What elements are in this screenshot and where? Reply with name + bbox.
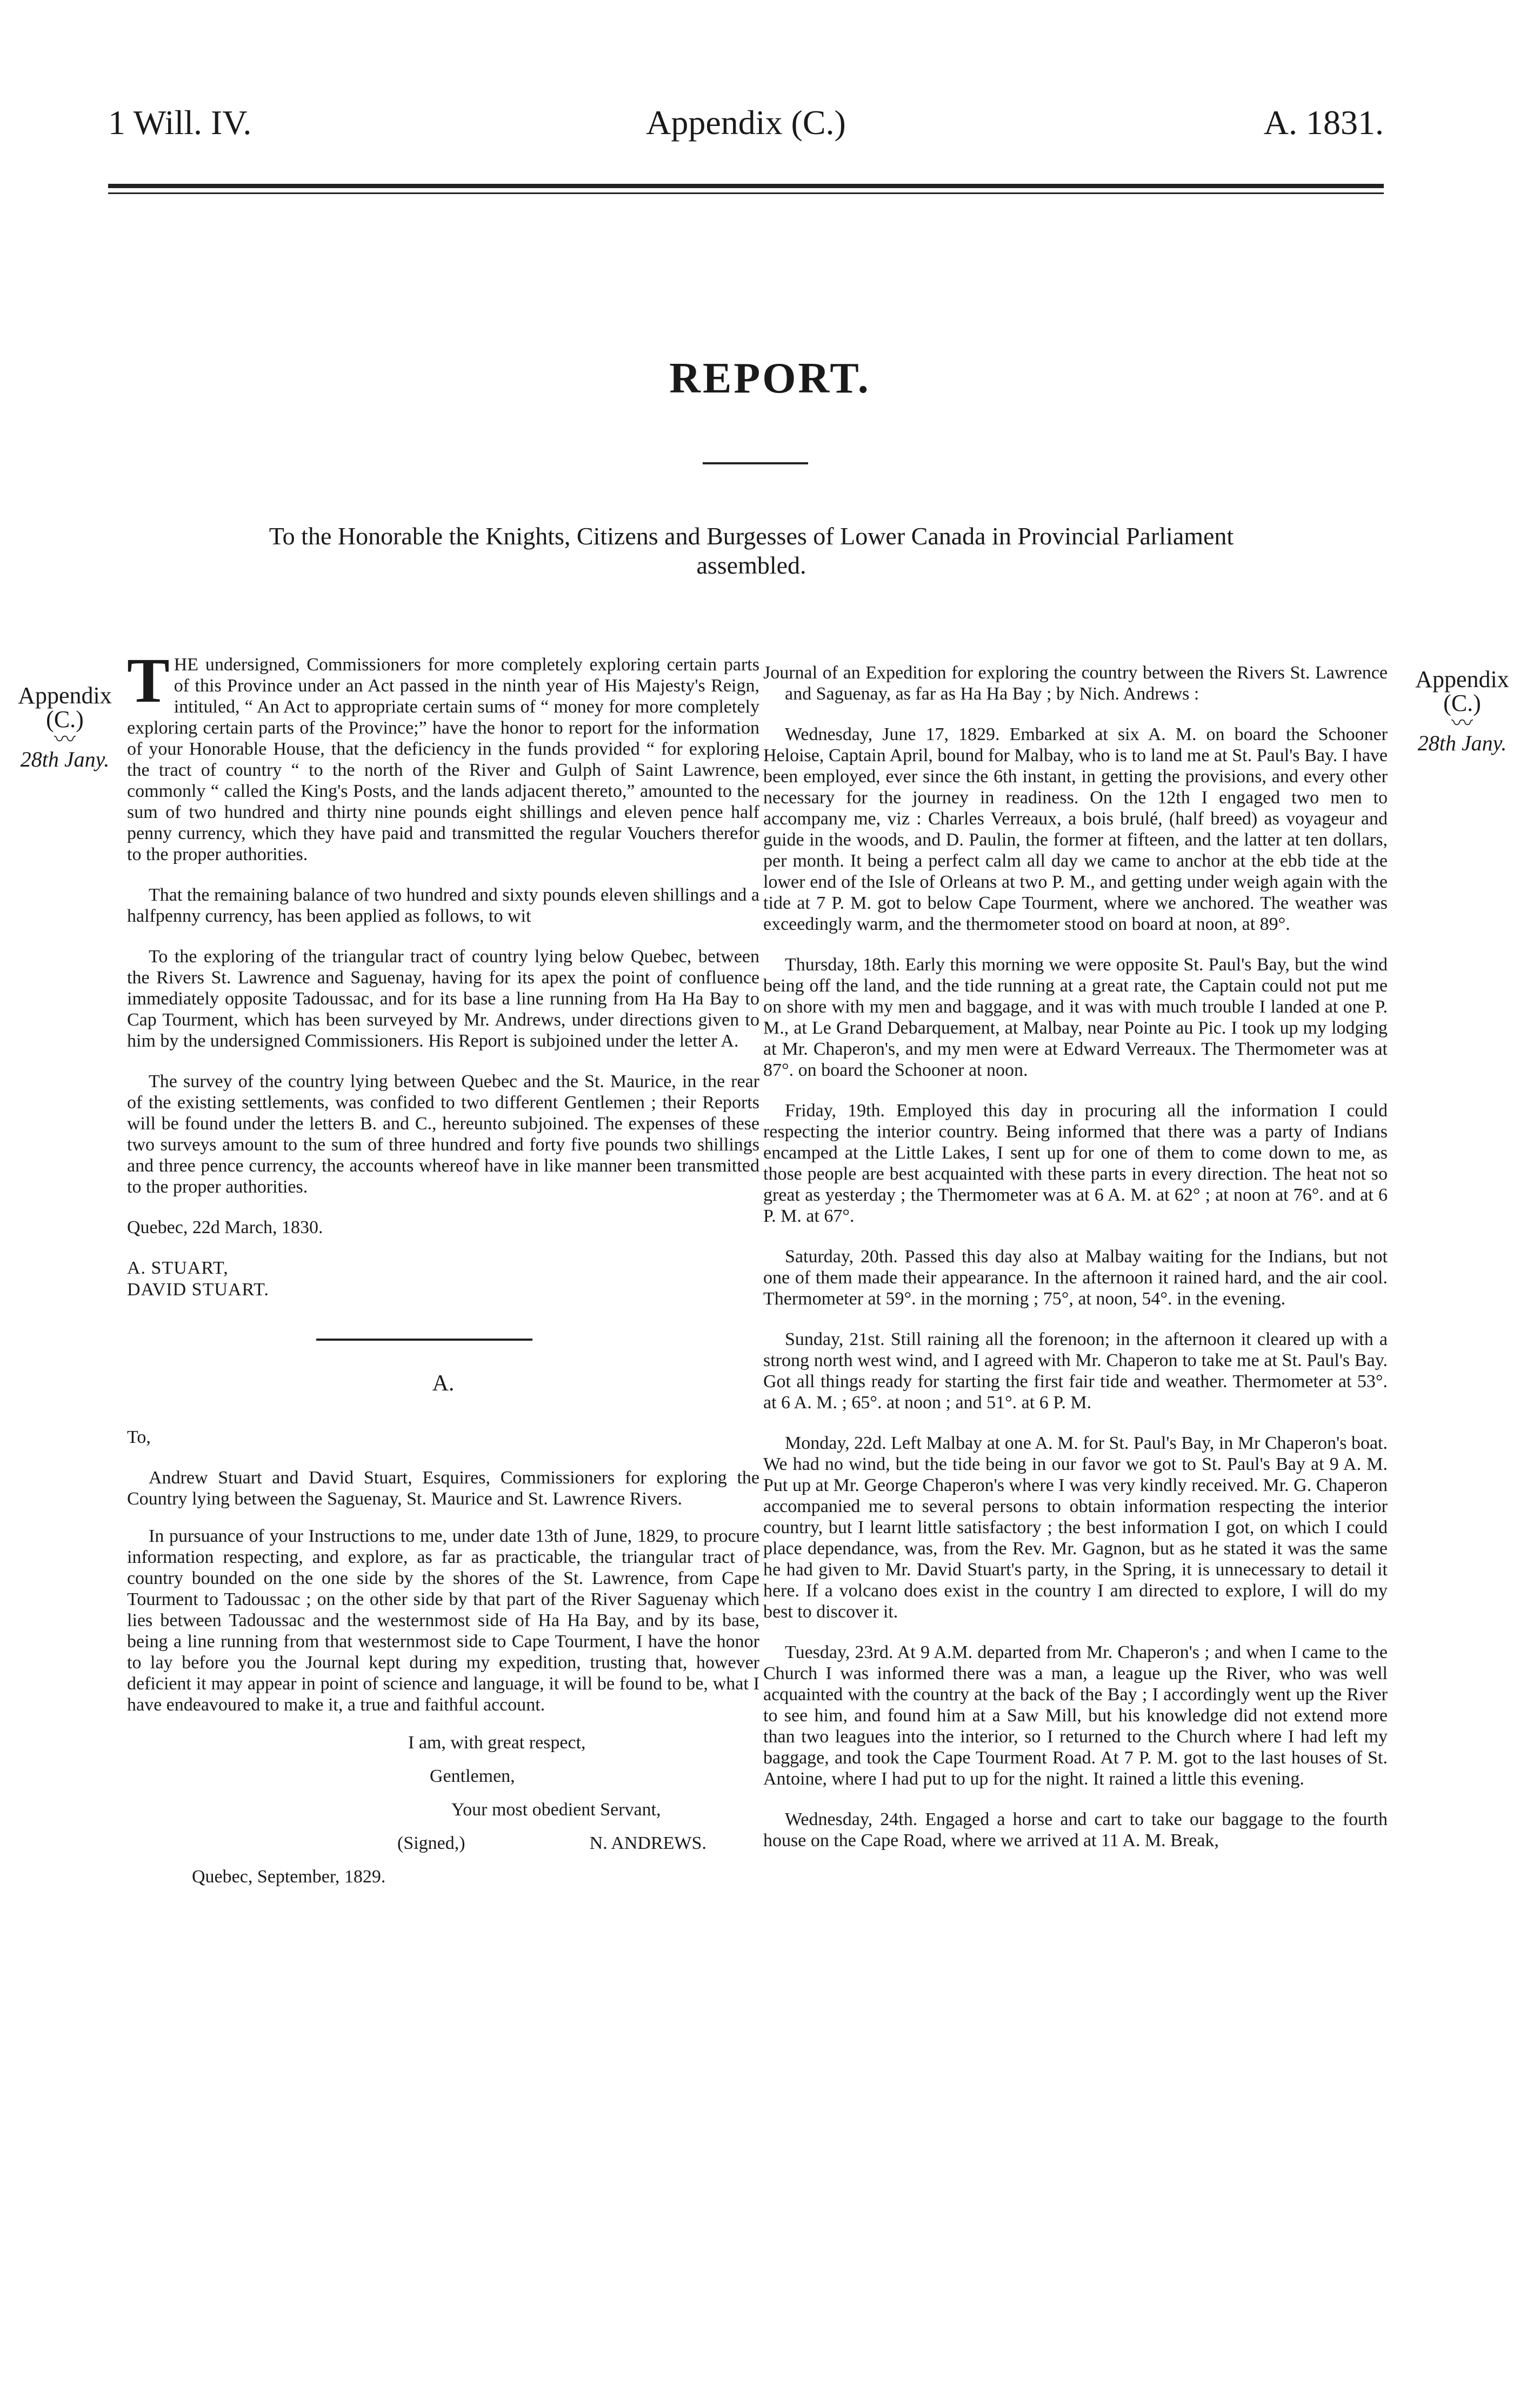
header-rule-thin [108, 192, 1384, 194]
margin-note-date: 28th Jany. [1417, 731, 1507, 755]
margin-note-right [1400, 668, 1524, 755]
header-appendix: Appendix (C.) [646, 103, 846, 142]
report-paragraph: To the exploring of the triangular tract of country lying below Quebec, between the Rivers St. Lawrence and Saguenay, having for its apex the point of confluence immediately opposite Tadoussac, and for its base a line running from Ha Ha Bay to Cap Tourment, which has been surveyed by Mr. Andrews, under directions given to him by the undersigned Commissioners. His Report is subjoined under the letter A. [127, 947, 759, 1051]
closing-date: Quebec, September, 1829. [192, 1867, 386, 1887]
margin-note-date: 28th Jany. [20, 747, 110, 771]
section-heading: A. [432, 1371, 455, 1396]
signed-label: (Signed,) [397, 1833, 465, 1853]
report-paragraph-text: HE undersigned, Commissioners for more completely exploring certain parts of this Province under an Act passed in the ninth year of His Majesty's Reign, intituled, “ An Act to appropriate certain sums of “ money for more completely exploring certain parts of the Province;” have the honor to report for the information of your Honorable House, that the deficiency in the funds provided “ for exploring the tract of country “ to the north of the River and Gulph of Saint Lawrence, commonly “ called the King's Posts, and the lands adjacent thereto,” amounted to the sum of two hundred and thirty nine pounds eight shillings and eleven pence half penny currency, which they have paid and transmitted the regular Vouchers therefor to the proper authorities. [127, 655, 759, 864]
title-rule [703, 462, 808, 464]
journal-entry: Wednesday, June 17, 1829. Embarked at six A. M. on board the Schooner Heloise, Captain April, bound for Malbay, who is to land me at St. Paul's Bay. I have been employed, ever since the 6th instant, in getting the provisions, and every other necessary for the journey in readiness. On the 12th I engaged two men to accompany me, viz : Charles Verreaux, a bois brulé, (half breed) as voyageur and guide in the woods, and D. Paulin, the former at fifteen, and the latter at ten dollars, per month. It being a perfect calm all day we came to anchor at the ebb tide at the lower end of the Isle of Orleans at two P. M., and getting under weigh again with the tide at 7 P. M. got to below Cape Tourment, where we anchored. The weather was exceedingly warm, and the thermometer stood on board at noon, at 89°. [763, 724, 1388, 934]
journal-entry: Wednesday, 24th. Engaged a horse and cart to take our baggage to the fourth house on the Cape Road, where we arrived at 11 A. M. Break, [763, 1809, 1388, 1850]
addressee: Andrew Stuart and David Stuart, Esquires, Commissioners for exploring the Country lying between the Saguenay, St. Maurice and St. Lawrence Rivers. [127, 1468, 759, 1509]
margin-note-letter: (C.) [46, 706, 84, 733]
closing-line: I am, with great respect, [408, 1733, 586, 1753]
journal-entry: Sunday, 21st. Still raining all the forenoon; in the afternoon it cleared up with a strong north west wind, and I agreed with Mr. Chaperon to take me at St. Paul's Bay. Got all things ready for starting the first fair tide and weather. Thermometer at 53°. at 6 A. M. ; 65°. at noon ; and 51°. at 6 P. M. [763, 1329, 1388, 1413]
journal-entry: Friday, 19th. Employed this day in procuring all the information I could respecting the interior country. Being informed that there was a party of Indians encamped at the Little Lakes, I sent up for one of them to come down to me, as those people are best acquainted with these parts in every direction. The heat not so great as yesterday ; the Thermometer was at 6 A. M. at 62° ; at noon at 76°. and at 6 P. M. at 67°. [763, 1101, 1388, 1226]
journal-entry: Monday, 22d. Left Malbay at one A. M. for St. Paul's Bay, in Mr Chaperon's boat. We had no wind, but the tide being in our favor we got to St. Paul's Bay at 9 A. M. Put up at Mr. George Chaperon's where I was very kindly received. Mr. G. Chaperon accompanied me to several persons to obtain information respecting the interior country, but I learnt little satisfactory ; the best information I got, on which I could place dependance, was, from the Rev. Mr. Gagnon, but as he stated it was the same he had given to Mr. David Stuart's party, in the Spring, it is unnecessary to detail it here. If a volcano does exist in the country I am directed to explore, I will do my best to discover it. [763, 1433, 1388, 1622]
letter-closing [127, 1726, 759, 1894]
journal-title: Journal of an Expedition for exploring the country between the Rivers St. Lawrence and Saguenay, as far as Ha Ha Bay ; by Nich. Andrews : [763, 663, 1388, 704]
signed-line [127, 1827, 759, 1860]
margin-note-label: Appendix [1415, 666, 1509, 693]
margin-note-letter: (C.) [1443, 690, 1481, 716]
report-paragraph: That the remaining balance of two hundred and sixty pounds eleven shillings and a halfpenny currency, has been applied as follows, to wit [127, 885, 759, 926]
journal-entry: Thursday, 18th. Early this morning we were opposite St. Paul's Bay, but the wind being off the land, and the tide running at a great rate, the Captain could not put me on shore with my men and baggage, and it was with much trouble I landed at one P. M., at Le Grand Debarquement, at Malbay, near Pointe au Pic. I took up my lodging at Mr. Chaperon's, and my men were at Edward Verreaux. The Thermometer was at 87°. on board the Schooner at noon. [763, 955, 1388, 1080]
address-line: To the Honorable the Knights, Citizens and Burgesses of Lower Canada in Provincial Parliament assembled. [269, 522, 1234, 579]
header-rule-thick [108, 184, 1384, 188]
journal-entry: Tuesday, 23rd. At 9 A.M. departed from Mr. Chaperon's ; and when I came to the Church I was informed there was a man, a league up the River, who was well acquainted with the country at the back of the Bay ; I accordingly went up the River to see him, and found him at a Saw Mill, but his knowledge did not extend more than two leagues into the interior, so I returned to the Church where I had left my baggage, and took the Cape Tourment Road. At 7 P. M. got to the last houses of St. Antoine, where I had put to up for the night. It rained a little this evening. [763, 1642, 1388, 1789]
closing-line: Your most obedient Servant, [451, 1800, 661, 1820]
signature-line: DAVID STUART. [127, 1280, 269, 1300]
drop-cap: T [127, 645, 170, 716]
report-paragraph: In pursuance of your Instructions to me, under date 13th of June, 1829, to procure information respecting, and explore, as far as practicable, the triangular tract of country bounded on the one side by the shores of the St. Lawrence, from Cape Tourment to Tadoussac ; on the other side by that part of the River Saguenay which lies between Tadoussac and the westernmost side of Ha Ha Bay, and by its base, being a line running from that westernmost side to Cape Tourment, I have the honor to lay before you the Journal kept during my expedition, trusting that, however deficient it may appear in point of science and language, it will be found to be, what I have endeavoured to make it, a true and faithful account. [127, 1526, 759, 1715]
report-paragraph: The survey of the country lying between Quebec and the St. Maurice, in the rear of the existing settlements, was confided to two different Gentlemen ; their Reports will be found under the letters B. and C., hereunto subjoined. The expenses of these two surveys amount to the sum of three hundred and forty five pounds two shillings and three pence currency, the accounts whereof have in like manner been transmitted to the proper authorities. [127, 1071, 759, 1197]
swash-ornament-icon: 〰 [54, 727, 76, 751]
report-date: Quebec, 22d March, 1830. [127, 1217, 323, 1237]
page-title: REPORT. [669, 355, 871, 402]
section-rule [316, 1339, 532, 1341]
salutation: To, [127, 1427, 151, 1447]
report-paragraph [127, 645, 759, 865]
running-header [108, 103, 1384, 162]
margin-note-label: Appendix [18, 682, 112, 709]
swash-ornament-icon: 〰 [1451, 711, 1473, 735]
closing-line: Gentlemen, [430, 1766, 515, 1786]
signature-line: A. STUART, [127, 1258, 229, 1278]
signer-name: N. ANDREWS. [589, 1833, 706, 1853]
journal-entry: Saturday, 20th. Passed this day also at Malbay waiting for the Indians, but not one of them made their appearance. In the afternoon it rained hard, and the air cool. Thermometer at 59°. in the morning ; 75°, at noon, 54°. in the evening. [763, 1247, 1388, 1309]
left-column [127, 645, 759, 1913]
header-year: A. 1831. [1263, 103, 1384, 142]
margin-note-left [8, 684, 122, 771]
right-column [763, 662, 1388, 1871]
header-regnal-year: 1 Will. IV. [108, 103, 252, 142]
